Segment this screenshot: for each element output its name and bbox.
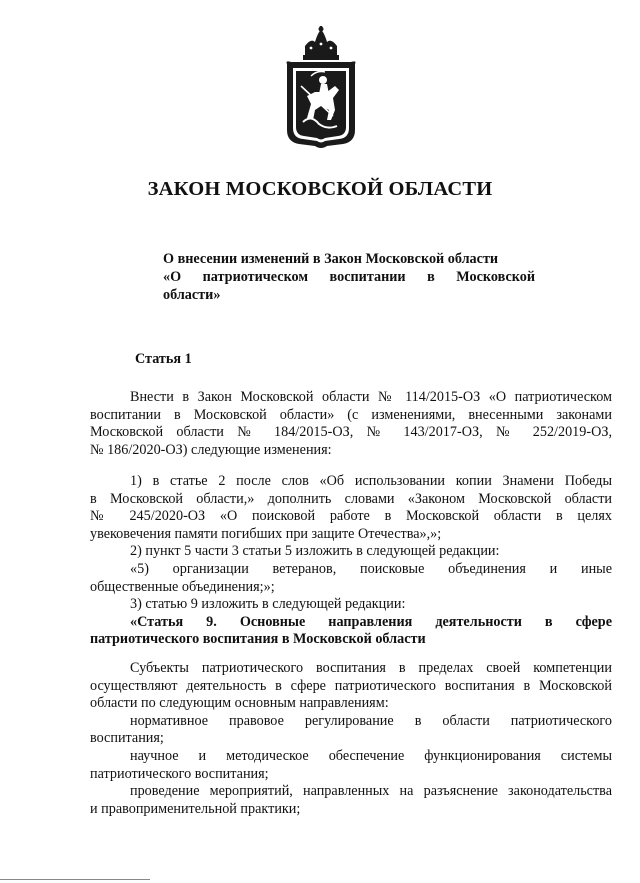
amendment-item-2: 2) пункт 5 части 3 статьи 5 изложить в следующей редакции: <box>130 543 500 560</box>
text-line: области по следующим основным направлениям: <box>90 695 389 712</box>
direction-item: проведение мероприятий, направленных на разъяснение законодательства <box>130 783 612 800</box>
article-9-heading-cont: патриотического воспитания в Московской области <box>90 631 426 648</box>
text-line: Московской области № 184/2015-ОЗ, № 143/2017-ОЗ, № 252/2019-ОЗ, <box>90 424 612 441</box>
directions-paragraph <box>90 660 612 818</box>
direction-item: научное и методическое обеспечение функционирования системы <box>130 747 612 764</box>
text-line: № 186/2020-ОЗ) следующие изменения: <box>90 441 332 458</box>
text-line: осуществляют деятельность в сфере патриотического воспитания в Московской <box>90 677 612 694</box>
text-line: Внести в Закон Московской области № 114/2015-ОЗ «О патриотическом <box>130 389 612 405</box>
intro-paragraph <box>90 389 612 459</box>
text-line: увековечения памяти погибших при защите Отечества»,»; <box>90 525 442 542</box>
text-line: воспитания; <box>90 730 164 747</box>
subtitle-line: «О патриотическом воспитании в Московской <box>163 269 535 285</box>
text-line: «5) организации ветеранов, поисковые объединения и иные <box>130 560 612 577</box>
text-line: воспитании в Московской области» (с изменениями, внесенными законами <box>90 406 612 423</box>
subtitle-line: О внесении изменений в Закон Московской области <box>163 251 499 267</box>
moscow-oblast-coat-of-arms-icon <box>281 26 361 150</box>
article-9-heading: «Статья 9. Основные направления деятельности в сфере <box>130 613 612 630</box>
amendment-item-1 <box>90 473 612 649</box>
document-subtitle <box>163 250 535 304</box>
text-line: в Московской области,» дополнить словами «Законом Московской области <box>90 490 612 507</box>
text-line: Субъекты патриотического воспитания в пределах своей компетенции <box>130 660 612 676</box>
article-heading: Статья 1 <box>135 351 192 367</box>
text-line: 1) в статье 2 после слов «Об использовании копии Знамени Победы <box>130 473 612 489</box>
footnote-divider <box>0 879 150 880</box>
subtitle-line: области» <box>163 287 221 303</box>
amendment-item-3: 3) статью 9 изложить в следующей редакции: <box>130 596 406 613</box>
document-title: ЗАКОН МОСКОВСКОЙ ОБЛАСТИ <box>147 178 493 200</box>
direction-item: нормативное правовое регулирование в области патриотического <box>130 712 612 729</box>
text-line: патриотического воспитания; <box>90 765 269 782</box>
text-line: и правоприменительной практики; <box>90 800 301 817</box>
text-line: № 245/2020-ОЗ «О поисковой работе в Московской области в целях <box>90 508 612 525</box>
text-line: общественные объединения;»; <box>90 578 275 595</box>
